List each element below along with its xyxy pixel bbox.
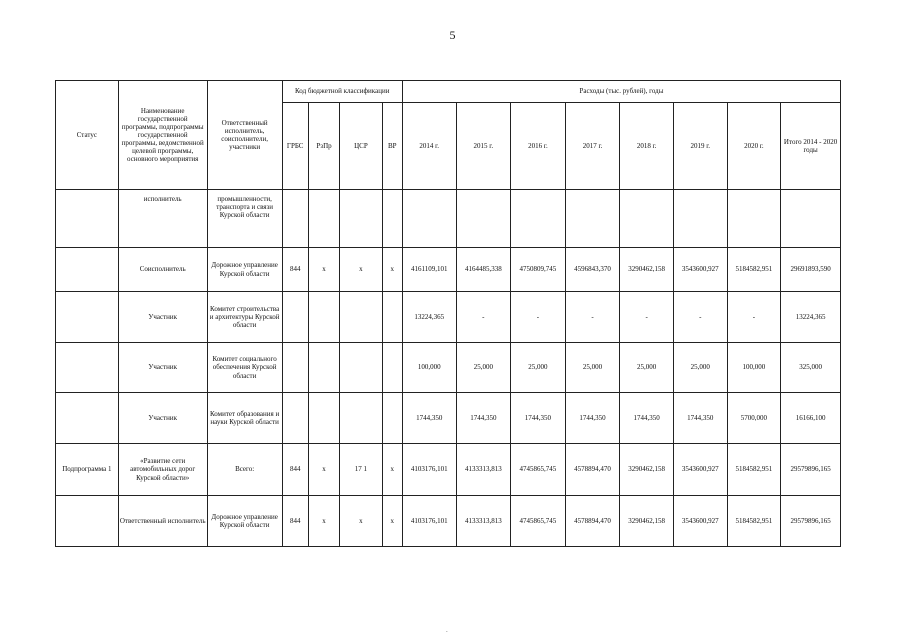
cell-code (308, 190, 339, 248)
cell-value: - (565, 292, 620, 343)
cell-value: 5184582,951 (727, 496, 781, 547)
cell-value (620, 190, 674, 248)
header-executor: Ответственный исполнитель, соисполнители, участники (207, 81, 282, 190)
cell-name: Участник (118, 393, 207, 444)
header-status: Статус (56, 81, 119, 190)
cell-code: х (382, 248, 402, 292)
header-year: 2015 г. (456, 103, 511, 190)
cell-value: 4133313,813 (456, 444, 511, 496)
cell-value: 1744,350 (565, 393, 620, 444)
cell-executor: Всего: (207, 444, 282, 496)
cell-value: - (727, 292, 781, 343)
table-row (56, 496, 841, 547)
cell-value: 13224,365 (402, 292, 456, 343)
cell-value: 1744,350 (456, 393, 511, 444)
cell-code: х (382, 496, 402, 547)
cell-executor: Дорожное управление Курской области (207, 496, 282, 547)
cell-code (308, 393, 339, 444)
cell-value (565, 190, 620, 248)
header-code: ЦСР (340, 103, 382, 190)
cell-code (308, 292, 339, 343)
cell-code: х (308, 496, 339, 547)
cell-value (511, 190, 566, 248)
cell-value: 4745865,745 (511, 444, 566, 496)
cell-value: 3290462,158 (620, 496, 674, 547)
header-code-group: Код бюджетной классификации (282, 81, 402, 103)
scan-mark: . (446, 626, 448, 634)
cell-value: 4596843,370 (565, 248, 620, 292)
cell-code: 17 1 (340, 444, 382, 496)
budget-table (55, 80, 841, 547)
page-number: 5 (449, 28, 456, 42)
cell-value: 3543600,927 (673, 496, 727, 547)
cell-value: 1744,350 (511, 393, 566, 444)
cell-code: х (382, 444, 402, 496)
cell-value (456, 190, 511, 248)
cell-code (282, 393, 308, 444)
cell-value: 5184582,951 (727, 248, 781, 292)
cell-value: 4750809,745 (511, 248, 566, 292)
cell-code (308, 343, 339, 393)
table-row (56, 248, 841, 292)
cell-total (781, 190, 841, 248)
cell-name: Соисполнитель (118, 248, 207, 292)
cell-value: - (456, 292, 511, 343)
cell-value: 4745865,745 (511, 496, 566, 547)
cell-status (56, 248, 119, 292)
cell-code: х (308, 248, 339, 292)
cell-value: 25,000 (565, 343, 620, 393)
cell-value: 3543600,927 (673, 444, 727, 496)
table-row (56, 393, 841, 444)
cell-value: 3290462,158 (620, 444, 674, 496)
cell-total: 29691893,590 (781, 248, 841, 292)
cell-status: Подпрограмма 1 (56, 444, 119, 496)
cell-code (340, 190, 382, 248)
header-year: 2018 г. (620, 103, 674, 190)
cell-code: х (340, 248, 382, 292)
cell-value: 1744,350 (402, 393, 456, 444)
header-total: Итого 2014 - 2020 годы (781, 103, 841, 190)
header-year: 2016 г. (511, 103, 566, 190)
cell-value: 4133313,813 (456, 496, 511, 547)
header-year: 2020 г. (727, 103, 781, 190)
header-expenses-group: Расходы (тыс. рублей), годы (402, 81, 840, 103)
cell-value: - (511, 292, 566, 343)
cell-code (382, 190, 402, 248)
cell-executor: Дорожное управление Курской области (207, 248, 282, 292)
cell-value (727, 190, 781, 248)
cell-executor: Комитет социального обеспечения Курской области (207, 343, 282, 393)
cell-value: 4578894,470 (565, 496, 620, 547)
table-row (56, 444, 841, 496)
cell-total: 325,000 (781, 343, 841, 393)
cell-value: 25,000 (511, 343, 566, 393)
cell-status (56, 190, 119, 248)
cell-code (282, 190, 308, 248)
cell-code: х (340, 496, 382, 547)
cell-value: 4578894,470 (565, 444, 620, 496)
cell-code (382, 343, 402, 393)
cell-value: 25,000 (456, 343, 511, 393)
cell-value: 3543600,927 (673, 248, 727, 292)
cell-value: 25,000 (673, 343, 727, 393)
cell-code (340, 393, 382, 444)
cell-value: 3290462,158 (620, 248, 674, 292)
cell-code (382, 292, 402, 343)
header-row-top (56, 81, 841, 103)
cell-code (340, 292, 382, 343)
cell-value: 4161109,101 (402, 248, 456, 292)
cell-code (282, 343, 308, 393)
cell-value: 100,000 (727, 343, 781, 393)
cell-code (382, 393, 402, 444)
cell-value: - (620, 292, 674, 343)
cell-value (402, 190, 456, 248)
cell-code: 844 (282, 248, 308, 292)
cell-total: 29579896,165 (781, 496, 841, 547)
cell-status (56, 393, 119, 444)
cell-executor: Комитет строительства и архитектуры Курской области (207, 292, 282, 343)
cell-value: 4103176,101 (402, 444, 456, 496)
table-row (56, 190, 841, 248)
header-name: Наименование государственной программы, подпрограммы государственной программы, ведомственной целевой программы, основного мероприятия (118, 81, 207, 190)
header-year: 2019 г. (673, 103, 727, 190)
cell-total: 13224,365 (781, 292, 841, 343)
header-code: ГРБС (282, 103, 308, 190)
cell-name: Участник (118, 292, 207, 343)
cell-code (282, 292, 308, 343)
header-year: 2017 г. (565, 103, 620, 190)
cell-status (56, 496, 119, 547)
cell-code: 844 (282, 444, 308, 496)
cell-total: 16166,100 (781, 393, 841, 444)
cell-status (56, 343, 119, 393)
cell-value: 1744,350 (620, 393, 674, 444)
cell-code (340, 343, 382, 393)
table-row (56, 292, 841, 343)
cell-value (673, 190, 727, 248)
cell-executor: Комитет образования и науки Курской области (207, 393, 282, 444)
cell-value: 4103176,101 (402, 496, 456, 547)
cell-value: 100,000 (402, 343, 456, 393)
cell-total: 29579896,165 (781, 444, 841, 496)
cell-code: х (308, 444, 339, 496)
header-code: ВР (382, 103, 402, 190)
table-row (56, 343, 841, 393)
cell-value: 1744,350 (673, 393, 727, 444)
cell-code: 844 (282, 496, 308, 547)
cell-value: 4164485,338 (456, 248, 511, 292)
cell-name: исполнитель (118, 190, 207, 248)
cell-value: 5700,000 (727, 393, 781, 444)
cell-name: Ответственный исполнитель (118, 496, 207, 547)
cell-value: 25,000 (620, 343, 674, 393)
cell-value: 5184582,951 (727, 444, 781, 496)
header-code: РзПр (308, 103, 339, 190)
cell-value: - (673, 292, 727, 343)
cell-name: «Развитие сети автомобильных дорог Курской области» (118, 444, 207, 496)
cell-executor: промышленности, транспорта и связи Курской области (207, 190, 282, 248)
cell-status (56, 292, 119, 343)
cell-name: Участник (118, 343, 207, 393)
header-year: 2014 г. (402, 103, 456, 190)
